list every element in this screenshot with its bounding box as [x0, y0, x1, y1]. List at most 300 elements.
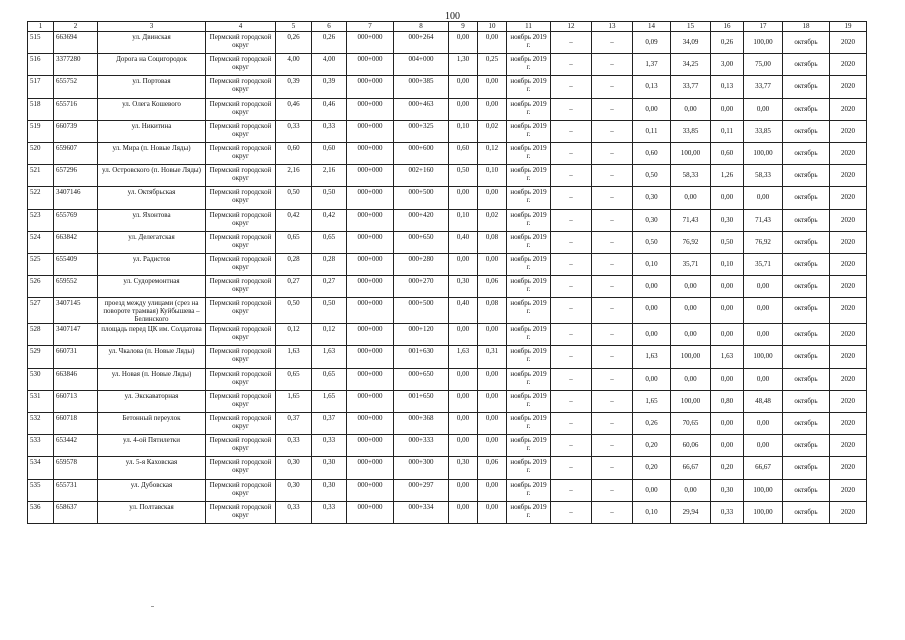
- end-km: 000+297: [394, 479, 449, 501]
- col-9-value: 0,00: [449, 501, 478, 523]
- repair-date: ноябрь 2019 г.: [507, 457, 551, 479]
- col-10-value: 0,00: [478, 324, 507, 346]
- col-10-value: 0,12: [478, 142, 507, 164]
- col-12-value: –: [551, 142, 592, 164]
- col-9-value: 0,00: [449, 253, 478, 275]
- col-15-percent: 58,33: [671, 165, 711, 187]
- length-total: 0,46: [276, 98, 312, 120]
- table-row: [28, 120, 867, 142]
- district: Пермский городской округ: [206, 346, 276, 368]
- road-id: 660739: [54, 120, 98, 142]
- start-km: 000+000: [347, 165, 394, 187]
- length-total: 0,50: [276, 187, 312, 209]
- col-9-value: 0,00: [449, 390, 478, 412]
- col-17-percent: 71,43: [744, 209, 783, 231]
- col-13-value: –: [592, 501, 633, 523]
- plan-month: октябрь: [783, 98, 830, 120]
- col-12-value: –: [551, 324, 592, 346]
- col-15-percent: 70,65: [671, 413, 711, 435]
- road-id: 655731: [54, 479, 98, 501]
- road-id: 3377280: [54, 54, 98, 76]
- col-17-percent: 0,00: [744, 324, 783, 346]
- col-14-value: 0,09: [633, 32, 671, 54]
- length-km: 0,26: [312, 32, 347, 54]
- col-16-value: 0,00: [711, 413, 744, 435]
- plan-year: 2020: [830, 76, 867, 98]
- start-km: 000+000: [347, 253, 394, 275]
- col-15-percent: 33,77: [671, 76, 711, 98]
- length-total: 1,65: [276, 390, 312, 412]
- col-16-value: 0,30: [711, 209, 744, 231]
- col-9-value: 1,63: [449, 346, 478, 368]
- start-km: 000+000: [347, 479, 394, 501]
- end-km: 001+650: [394, 390, 449, 412]
- end-km: 000+500: [394, 298, 449, 324]
- length-km: 0,28: [312, 253, 347, 275]
- plan-month: октябрь: [783, 142, 830, 164]
- plan-year: 2020: [830, 435, 867, 457]
- col-10-value: 0,00: [478, 501, 507, 523]
- col-14-value: 1,37: [633, 54, 671, 76]
- road-id: 655752: [54, 76, 98, 98]
- col-14-value: 0,00: [633, 479, 671, 501]
- col-12-value: –: [551, 479, 592, 501]
- road-name: ул. Судоремонтная: [98, 276, 206, 298]
- col-14-value: 0,30: [633, 187, 671, 209]
- length-km: 0,50: [312, 298, 347, 324]
- road-register-table: [27, 21, 866, 524]
- col-16-value: 0,00: [711, 98, 744, 120]
- district: Пермский городской округ: [206, 413, 276, 435]
- col-16-value: 1,26: [711, 165, 744, 187]
- district: Пермский городской округ: [206, 501, 276, 523]
- start-km: 000+000: [347, 298, 394, 324]
- district: Пермский городской округ: [206, 120, 276, 142]
- row-number: 532: [28, 413, 54, 435]
- plan-year: 2020: [830, 324, 867, 346]
- road-id: 658637: [54, 501, 98, 523]
- table-row: [28, 253, 867, 275]
- length-total: 4,00: [276, 54, 312, 76]
- col-14-value: 0,00: [633, 298, 671, 324]
- plan-year: 2020: [830, 253, 867, 275]
- row-number: 522: [28, 187, 54, 209]
- column-number: 9: [449, 22, 478, 32]
- col-15-percent: 0,00: [671, 187, 711, 209]
- col-17-percent: 58,33: [744, 165, 783, 187]
- road-id: 3407146: [54, 187, 98, 209]
- length-km: 0,65: [312, 368, 347, 390]
- repair-date: ноябрь 2019 г.: [507, 142, 551, 164]
- plan-year: 2020: [830, 457, 867, 479]
- road-id: 655409: [54, 253, 98, 275]
- col-15-percent: 71,43: [671, 209, 711, 231]
- plan-month: октябрь: [783, 390, 830, 412]
- col-12-value: –: [551, 276, 592, 298]
- road-name: ул. Яхонтова: [98, 209, 206, 231]
- length-km: 1,65: [312, 390, 347, 412]
- col-9-value: 0,50: [449, 165, 478, 187]
- repair-date: ноябрь 2019 г.: [507, 324, 551, 346]
- end-km: 000+334: [394, 501, 449, 523]
- table-row: [28, 435, 867, 457]
- length-total: 0,28: [276, 253, 312, 275]
- road-id: 653442: [54, 435, 98, 457]
- end-km: 000+120: [394, 324, 449, 346]
- end-km: 004+000: [394, 54, 449, 76]
- district: Пермский городской округ: [206, 457, 276, 479]
- road-name: ул. Радистов: [98, 253, 206, 275]
- column-number: 15: [671, 22, 711, 32]
- col-10-value: 0,00: [478, 368, 507, 390]
- column-number: 12: [551, 22, 592, 32]
- plan-month: октябрь: [783, 479, 830, 501]
- col-10-value: 0,25: [478, 54, 507, 76]
- col-13-value: –: [592, 32, 633, 54]
- col-16-value: 0,60: [711, 142, 744, 164]
- repair-date: ноябрь 2019 г.: [507, 276, 551, 298]
- repair-date: ноябрь 2019 г.: [507, 209, 551, 231]
- col-12-value: –: [551, 346, 592, 368]
- plan-month: октябрь: [783, 209, 830, 231]
- plan-year: 2020: [830, 120, 867, 142]
- row-number: 528: [28, 324, 54, 346]
- district: Пермский городской округ: [206, 324, 276, 346]
- plan-month: октябрь: [783, 346, 830, 368]
- end-km: 000+325: [394, 120, 449, 142]
- district: Пермский городской округ: [206, 435, 276, 457]
- repair-date: ноябрь 2019 г.: [507, 368, 551, 390]
- table-row: [28, 479, 867, 501]
- plan-year: 2020: [830, 187, 867, 209]
- table-row: [28, 501, 867, 523]
- row-number: 526: [28, 276, 54, 298]
- col-16-value: 0,20: [711, 457, 744, 479]
- col-9-value: 0,00: [449, 368, 478, 390]
- row-number: 515: [28, 32, 54, 54]
- district: Пермский городской округ: [206, 479, 276, 501]
- col-10-value: 0,00: [478, 32, 507, 54]
- col-9-value: 0,00: [449, 324, 478, 346]
- col-13-value: –: [592, 276, 633, 298]
- length-km: 0,37: [312, 413, 347, 435]
- road-name: ул. Мира (п. Новые Ляды): [98, 142, 206, 164]
- start-km: 000+000: [347, 457, 394, 479]
- plan-month: октябрь: [783, 413, 830, 435]
- col-16-value: 0,33: [711, 501, 744, 523]
- length-total: 0,42: [276, 209, 312, 231]
- col-14-value: 0,30: [633, 209, 671, 231]
- start-km: 000+000: [347, 142, 394, 164]
- length-total: 0,39: [276, 76, 312, 98]
- start-km: 000+000: [347, 501, 394, 523]
- col-17-percent: 75,00: [744, 54, 783, 76]
- col-9-value: 0,30: [449, 276, 478, 298]
- plan-year: 2020: [830, 142, 867, 164]
- table-row: [28, 413, 867, 435]
- row-number: 519: [28, 120, 54, 142]
- col-12-value: –: [551, 32, 592, 54]
- road-id: 3407145: [54, 298, 98, 324]
- col-13-value: –: [592, 253, 633, 275]
- road-name: ул. Экскаваторная: [98, 390, 206, 412]
- road-name: проезд между улицами (срез на повороте трамвая) Куйбышева – Белинского: [98, 298, 206, 324]
- length-km: 0,33: [312, 120, 347, 142]
- col-17-percent: 33,85: [744, 120, 783, 142]
- col-14-value: 0,00: [633, 276, 671, 298]
- col-15-percent: 34,25: [671, 54, 711, 76]
- col-15-percent: 0,00: [671, 298, 711, 324]
- plan-year: 2020: [830, 368, 867, 390]
- end-km: 001+630: [394, 346, 449, 368]
- col-9-value: 0,00: [449, 413, 478, 435]
- repair-date: ноябрь 2019 г.: [507, 390, 551, 412]
- col-10-value: 0,00: [478, 390, 507, 412]
- col-14-value: 0,26: [633, 413, 671, 435]
- column-number: 11: [507, 22, 551, 32]
- column-number: 5: [276, 22, 312, 32]
- district: Пермский городской округ: [206, 32, 276, 54]
- table-row: [28, 32, 867, 54]
- column-number: 10: [478, 22, 507, 32]
- col-12-value: –: [551, 209, 592, 231]
- col-17-percent: 48,48: [744, 390, 783, 412]
- plan-month: октябрь: [783, 435, 830, 457]
- column-number: 3: [98, 22, 206, 32]
- row-number: 535: [28, 479, 54, 501]
- repair-date: ноябрь 2019 г.: [507, 501, 551, 523]
- table-row: [28, 368, 867, 390]
- col-17-percent: 0,00: [744, 413, 783, 435]
- col-17-percent: 100,00: [744, 142, 783, 164]
- district: Пермский городской округ: [206, 187, 276, 209]
- district: Пермский городской округ: [206, 209, 276, 231]
- col-15-percent: 0,00: [671, 324, 711, 346]
- road-id: 660731: [54, 346, 98, 368]
- table-row: [28, 165, 867, 187]
- col-13-value: –: [592, 98, 633, 120]
- road-id: 660718: [54, 413, 98, 435]
- length-km: 2,16: [312, 165, 347, 187]
- column-number: 19: [830, 22, 867, 32]
- length-total: 0,30: [276, 457, 312, 479]
- length-km: 0,12: [312, 324, 347, 346]
- col-14-value: 1,63: [633, 346, 671, 368]
- repair-date: ноябрь 2019 г.: [507, 413, 551, 435]
- road-name: ул. Делегатская: [98, 231, 206, 253]
- col-12-value: –: [551, 390, 592, 412]
- district: Пермский городской округ: [206, 165, 276, 187]
- col-13-value: –: [592, 479, 633, 501]
- col-16-value: 0,00: [711, 435, 744, 457]
- repair-date: ноябрь 2019 г.: [507, 98, 551, 120]
- end-km: 000+333: [394, 435, 449, 457]
- start-km: 000+000: [347, 76, 394, 98]
- table-row: [28, 457, 867, 479]
- col-16-value: 0,00: [711, 276, 744, 298]
- column-number-row: [28, 22, 867, 32]
- road-name: ул. Чкалова (п. Новые Ляды): [98, 346, 206, 368]
- col-13-value: –: [592, 165, 633, 187]
- start-km: 000+000: [347, 120, 394, 142]
- col-14-value: 0,20: [633, 457, 671, 479]
- col-16-value: 1,63: [711, 346, 744, 368]
- row-number: 524: [28, 231, 54, 253]
- row-number: 531: [28, 390, 54, 412]
- length-km: 0,30: [312, 479, 347, 501]
- col-12-value: –: [551, 187, 592, 209]
- col-14-value: 0,00: [633, 98, 671, 120]
- col-14-value: 0,13: [633, 76, 671, 98]
- end-km: 000+650: [394, 231, 449, 253]
- start-km: 000+000: [347, 368, 394, 390]
- col-12-value: –: [551, 501, 592, 523]
- plan-month: октябрь: [783, 54, 830, 76]
- row-number: 517: [28, 76, 54, 98]
- plan-month: октябрь: [783, 165, 830, 187]
- col-17-percent: 100,00: [744, 346, 783, 368]
- end-km: 000+368: [394, 413, 449, 435]
- col-17-percent: 100,00: [744, 501, 783, 523]
- length-km: 0,60: [312, 142, 347, 164]
- plan-month: октябрь: [783, 231, 830, 253]
- col-17-percent: 0,00: [744, 368, 783, 390]
- road-name: ул. Дубовская: [98, 479, 206, 501]
- col-9-value: 0,00: [449, 187, 478, 209]
- road-name: Бетонный переулок: [98, 413, 206, 435]
- col-17-percent: 0,00: [744, 435, 783, 457]
- table-row: [28, 54, 867, 76]
- plan-month: октябрь: [783, 501, 830, 523]
- row-number: 533: [28, 435, 54, 457]
- repair-date: ноябрь 2019 г.: [507, 76, 551, 98]
- row-number: 516: [28, 54, 54, 76]
- col-16-value: 0,80: [711, 390, 744, 412]
- col-12-value: –: [551, 165, 592, 187]
- plan-year: 2020: [830, 276, 867, 298]
- col-16-value: 0,00: [711, 298, 744, 324]
- col-10-value: 0,00: [478, 98, 507, 120]
- length-total: 0,65: [276, 368, 312, 390]
- table-row: [28, 298, 867, 324]
- col-17-percent: 76,92: [744, 231, 783, 253]
- length-total: 0,33: [276, 435, 312, 457]
- end-km: 000+420: [394, 209, 449, 231]
- start-km: 000+000: [347, 324, 394, 346]
- column-number: 1: [28, 22, 54, 32]
- plan-month: октябрь: [783, 457, 830, 479]
- road-name: ул. 5-я Каховская: [98, 457, 206, 479]
- col-16-value: 0,00: [711, 187, 744, 209]
- col-13-value: –: [592, 457, 633, 479]
- col-10-value: 0,00: [478, 435, 507, 457]
- length-total: 0,60: [276, 142, 312, 164]
- road-name: ул. Олега Кошевого: [98, 98, 206, 120]
- col-13-value: –: [592, 142, 633, 164]
- col-15-percent: 35,71: [671, 253, 711, 275]
- col-10-value: 0,06: [478, 276, 507, 298]
- col-10-value: 0,10: [478, 165, 507, 187]
- plan-month: октябрь: [783, 298, 830, 324]
- column-number: 8: [394, 22, 449, 32]
- plan-year: 2020: [830, 32, 867, 54]
- district: Пермский городской округ: [206, 390, 276, 412]
- col-15-percent: 76,92: [671, 231, 711, 253]
- district: Пермский городской округ: [206, 231, 276, 253]
- col-14-value: 0,00: [633, 324, 671, 346]
- col-15-percent: 0,00: [671, 368, 711, 390]
- length-total: 2,16: [276, 165, 312, 187]
- end-km: 000+300: [394, 457, 449, 479]
- col-12-value: –: [551, 298, 592, 324]
- start-km: 000+000: [347, 231, 394, 253]
- col-14-value: 0,10: [633, 253, 671, 275]
- col-13-value: –: [592, 435, 633, 457]
- repair-date: ноябрь 2019 г.: [507, 120, 551, 142]
- length-total: 0,37: [276, 413, 312, 435]
- length-km: 0,33: [312, 501, 347, 523]
- district: Пермский городской округ: [206, 298, 276, 324]
- col-12-value: –: [551, 368, 592, 390]
- road-name: ул. Никитина: [98, 120, 206, 142]
- col-14-value: 1,65: [633, 390, 671, 412]
- col-13-value: –: [592, 298, 633, 324]
- length-total: 0,12: [276, 324, 312, 346]
- end-km: 000+500: [394, 187, 449, 209]
- col-10-value: 0,00: [478, 253, 507, 275]
- col-13-value: –: [592, 187, 633, 209]
- column-number: 13: [592, 22, 633, 32]
- length-km: 1,63: [312, 346, 347, 368]
- start-km: 000+000: [347, 390, 394, 412]
- col-13-value: –: [592, 346, 633, 368]
- road-name: ул. Новая (п. Новые Ляды): [98, 368, 206, 390]
- length-km: 0,39: [312, 76, 347, 98]
- plan-year: 2020: [830, 231, 867, 253]
- col-16-value: 0,10: [711, 253, 744, 275]
- district: Пермский городской округ: [206, 368, 276, 390]
- end-km: 002+160: [394, 165, 449, 187]
- table-row: [28, 231, 867, 253]
- col-15-percent: 100,00: [671, 142, 711, 164]
- repair-date: ноябрь 2019 г.: [507, 435, 551, 457]
- col-15-percent: 0,00: [671, 479, 711, 501]
- col-12-value: –: [551, 413, 592, 435]
- repair-date: ноябрь 2019 г.: [507, 187, 551, 209]
- col-12-value: –: [551, 253, 592, 275]
- length-total: 0,33: [276, 501, 312, 523]
- col-13-value: –: [592, 368, 633, 390]
- col-15-percent: 66,67: [671, 457, 711, 479]
- row-number: 518: [28, 98, 54, 120]
- row-number: 520: [28, 142, 54, 164]
- plan-year: 2020: [830, 54, 867, 76]
- length-km: 0,27: [312, 276, 347, 298]
- road-id: 659607: [54, 142, 98, 164]
- road-id: 659578: [54, 457, 98, 479]
- row-number: 529: [28, 346, 54, 368]
- end-km: 000+385: [394, 76, 449, 98]
- repair-date: ноябрь 2019 г.: [507, 479, 551, 501]
- end-km: 000+650: [394, 368, 449, 390]
- length-total: 0,30: [276, 479, 312, 501]
- col-10-value: 0,00: [478, 187, 507, 209]
- district: Пермский городской округ: [206, 54, 276, 76]
- col-15-percent: 33,85: [671, 120, 711, 142]
- road-name: Дорога на Социгородок: [98, 54, 206, 76]
- table-row: [28, 276, 867, 298]
- length-km: 0,50: [312, 187, 347, 209]
